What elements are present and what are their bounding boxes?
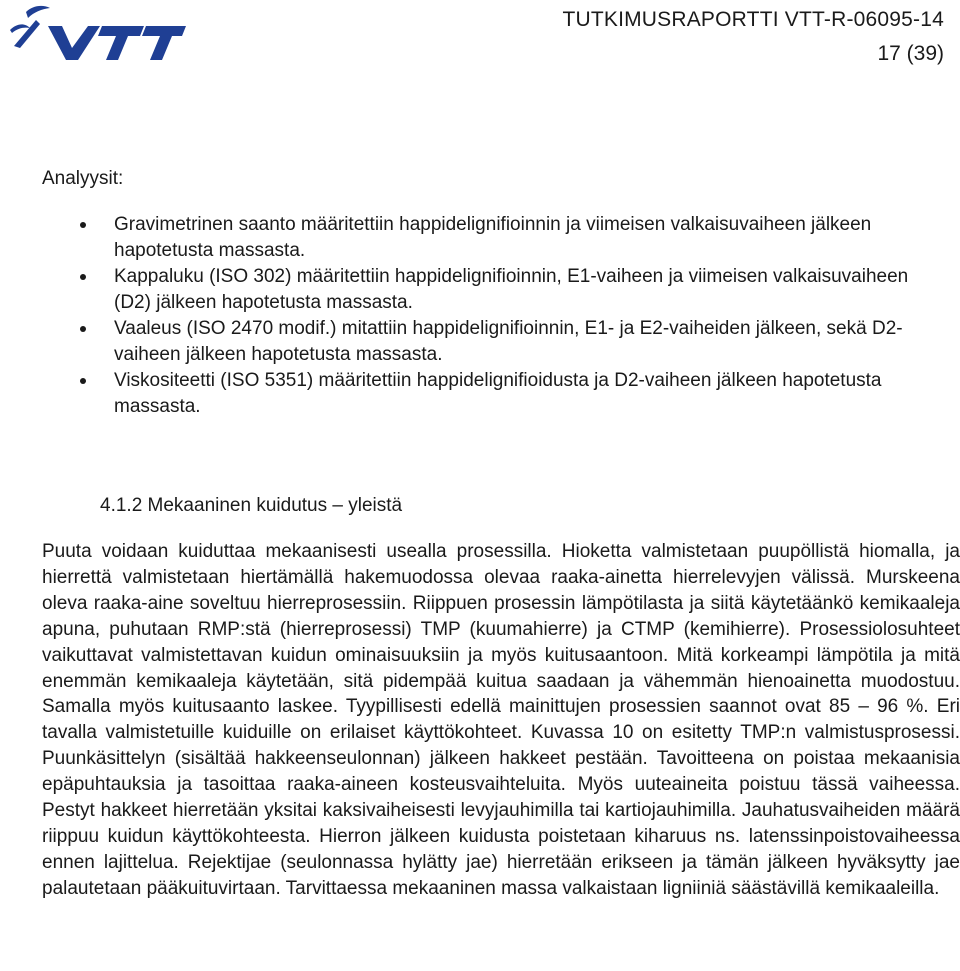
bullet-icon bbox=[80, 378, 86, 384]
list-item bbox=[42, 212, 942, 264]
bullet-icon bbox=[80, 274, 86, 280]
list-item-text: Gravimetrinen saanto määritettiin happidelignifioinnin ja viimeisen valkaisuvaiheen jälkeen hapotetusta massasta. bbox=[114, 214, 872, 261]
list-item-text: Vaaleus (ISO 2470 modif.) mitattiin happidelignifioinnin, E1- ja E2-vaiheiden jälkeen, sekä D2-vaiheen jälkeen hapotetusta massasta. bbox=[114, 318, 903, 365]
list-item bbox=[42, 264, 942, 316]
list-item-text: Kappaluku (ISO 302) määritettiin happidelignifioinnin, E1-vaiheen ja viimeisen valkaisuvaiheen (D2) jälkeen hapotetusta massasta. bbox=[114, 266, 909, 313]
report-id: TUTKIMUSRAPORTTI VTT-R-06095-14 bbox=[562, 8, 944, 31]
analyses-list bbox=[42, 212, 942, 420]
body-paragraph: Puuta voidaan kuiduttaa mekaanisesti usealla prosessilla. Hioketta valmistetaan puupöllistä hiomalla, ja hierrettä valmistetaan hiertämällä hakemuodossa olevaa raaka-ainetta hierrelevyjen välissä. Murskeena oleva raaka-aine soveltuu hierreprosessiin. Riippuen prosessin lämpötilasta ja siitä käytetäänkö kemikaaleja apuna, puhutaan RMP:stä (hierreprosessi) TMP (kuumahierre) ja CTMP (kemihierre). Prosessiolosuhteet vaikuttavat valmistettavan kuidun ominaisuuksiin ja myös kuitusaantoon. Mitä korkeampi lämpötila ja mitä enemmän kemikaaleja käytetään, sitä pidempää kuitua saadaan ja vähemmän hienoainetta muodostuu. Samalla myös kuitusaanto laskee. Tyypillisesti edellä mainittujen prosessien saannot ovat 85 – 96 %. Eri tavalla valmistetuille kuiduille on erilaiset käyttökohteet. Kuvassa 10 on esitetty TMP:n valmistusprosessi. Puunkäsittelyn (sisältää hakkeenseulonnan) jälkeen hakkeet pestään. Tavoitteena on poistaa mekaanisia epäpuhtauksia ja tasoittaa raaka-aineen kosteusvaihteluita. Myös uuteaineita poistuu tässä vaiheessa. Pestyt hakkeet hierretään yksitai kaksivaiheisesti levyjauhimilla tai kartiojauhimilla. Jauhatusvaiheiden määrä riippuu kuidun käyttökohteesta. Hierron jälkeen kuidusta poistetaan kiharuus ns. latenssinpoistovaiheessa ennen lajittelua. Rejektijae (seulonnassa hylätty jae) hierretään erikseen ja tämän jälkeen hyväksytty jae palautetaan pääkuituvirtaan. Tarvittaessa mekaaninen massa valkaistaan ligniiniä säästävillä kemikaaleilla. bbox=[42, 541, 960, 899]
list-item bbox=[42, 368, 942, 420]
bullet-icon bbox=[80, 326, 86, 332]
bullet-icon bbox=[80, 222, 86, 228]
list-item-text: Viskositeetti (ISO 5351) määritettiin happidelignifioidusta ja D2-vaiheen jälkeen hapotetusta massasta. bbox=[114, 370, 882, 417]
page-number: 17 (39) bbox=[877, 42, 944, 65]
vtt-logo bbox=[6, 2, 186, 64]
analyses-heading: Analyysit: bbox=[42, 168, 124, 189]
section-heading: 4.1.2 Mekaaninen kuidutus – yleistä bbox=[100, 495, 403, 516]
list-item bbox=[42, 316, 942, 368]
